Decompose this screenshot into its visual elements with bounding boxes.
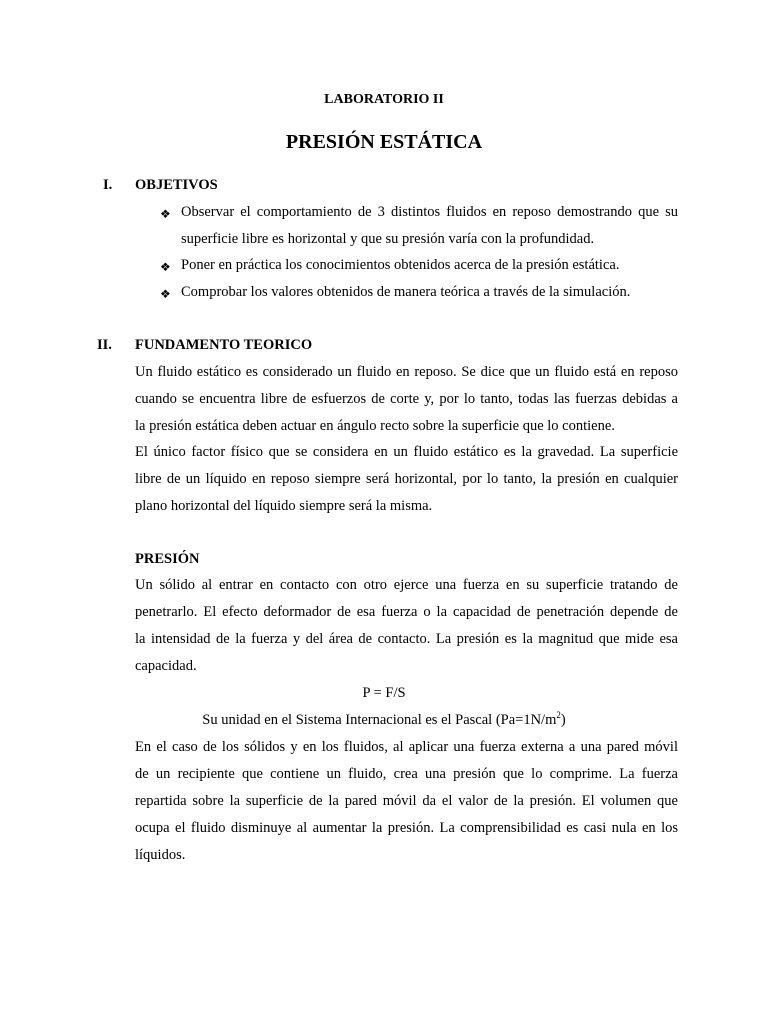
paragraph-line: ocupa el fluido disminuye al aumentar la presión. La comprensibilidad es casi nula en los (135, 820, 678, 836)
paragraph-line: En el caso de los sólidos y en los fluidos, al aplicar una fuerza externa a una pared móvil (135, 739, 678, 755)
paragraph-line: cuando se encuentra libre de esfuerzos de corte y, por lo tanto, todas las fuerzas debidas a (135, 391, 678, 407)
objective-2: Poner en práctica los conocimientos obtenidos acerca de la presión estática. (181, 257, 620, 273)
presion-heading: PRESIÓN (135, 551, 200, 567)
objective-1-line1: Observar el comportamiento de 3 distintos fluidos en reposo demostrando que su (181, 204, 678, 220)
paragraph-line: repartida sobre la superficie de la pared móvil da el valor de la presión. El volumen que (135, 793, 678, 809)
bullet-icon: ❖ (160, 287, 171, 301)
section-2-heading: FUNDAMENTO TEORICO (135, 337, 313, 353)
paragraph-line: capacidad. (135, 658, 197, 674)
paragraph-line: la intensidad de la fuerza y del área de contacto. La presión es la magnitud que mide esa (135, 631, 678, 647)
objective-1-line2: superficie libre es horizontal y que su presión varía con la profundidad. (181, 231, 595, 247)
paragraph-line: líquidos. (135, 847, 186, 863)
bullet-icon: ❖ (160, 207, 171, 221)
section-1-heading: OBJETIVOS (135, 177, 218, 193)
paragraph-line: Un fluido estático es considerado un fluido en reposo. Se dice que un fluido está en reposo (135, 364, 678, 380)
objective-3: Comprobar los valores obtenidos de manera teórica a través de la simulación. (181, 284, 631, 300)
unit-superscript: 2 (556, 710, 561, 721)
paragraph-line: penetrarlo. El efecto deformador de esa fuerza o la capacidad de penetración depende de (135, 604, 678, 620)
paragraph-line: El único factor físico que se considera en un fluido estático es la gravedad. La superficie (135, 444, 678, 460)
lab-title: LABORATORIO II (324, 92, 444, 107)
section-1-numeral: I. (103, 177, 113, 193)
unit-close: ) (560, 712, 566, 728)
paragraph-line: de un recipiente que contiene un fluido, crea una presión que lo comprime. La fuerza (135, 766, 678, 782)
paragraph-line: la presión estática deben actuar en ángulo recto sobre la superficie que lo contiene. (135, 418, 615, 434)
bullet-icon: ❖ (160, 260, 171, 274)
formula: P = F/S (362, 685, 406, 701)
unit-text: Su unidad en el Sistema Internacional es el Pascal (Pa=1N/m (202, 712, 557, 728)
section-2-numeral: II. (97, 337, 112, 353)
page-title: PRESIÓN ESTÁTICA (285, 131, 483, 153)
paragraph-line: plano horizontal del líquido siempre será la misma. (135, 498, 433, 514)
paragraph-line: Un sólido al entrar en contacto con otro ejerce una fuerza en su superficie tratando de (135, 577, 678, 593)
unit-line (0, 712, 768, 729)
paragraph-line: libre de un líquido en reposo siempre será horizontal, por lo tanto, la presión en cualquier (135, 471, 678, 487)
